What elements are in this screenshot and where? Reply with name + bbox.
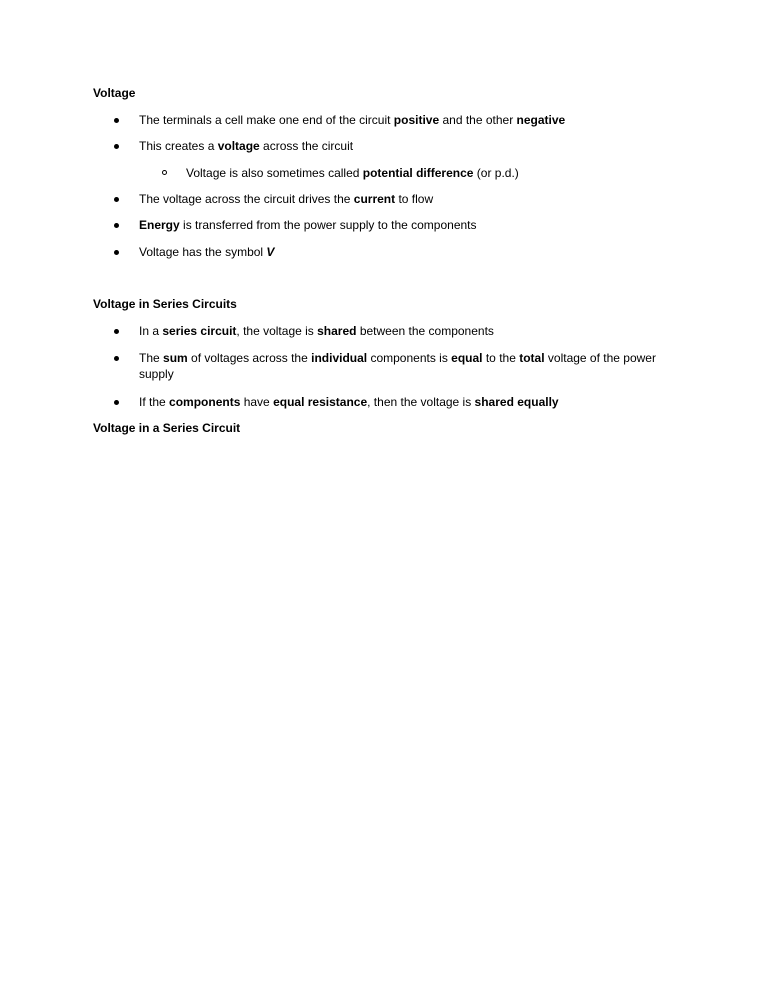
hollow-bullet-icon [162,170,167,175]
text-run: Voltage has the symbol [139,245,267,259]
bullet-icon [114,197,119,202]
bold-keyword: sum [163,351,188,365]
bullet-icon [114,400,119,405]
bullet-icon [114,223,119,228]
text-run: across the circuit [259,139,354,153]
section-heading-series-circuits: Voltage in Series Circuits [93,297,237,311]
bold-keyword: positive [393,113,440,127]
bold-keyword: negative [516,113,566,127]
text-run: have [240,395,274,409]
bold-keyword: equal resistance [273,395,368,409]
text-run: , then the voltage is [367,395,475,409]
bold-keyword [266,245,274,259]
list-item-text [139,191,659,207]
list-item-text [139,217,659,233]
section-heading-voltage: Voltage [93,86,136,100]
text-run: between the components [356,324,494,338]
text-run: and the other [439,113,517,127]
bold-keyword: current [353,192,396,206]
text-run: components is [367,351,452,365]
list-item-text [139,112,659,128]
bold-keyword: shared equally [474,395,559,409]
list-item-text [139,350,659,382]
bold-keyword: potential difference [362,166,474,180]
bold-keyword: Energy [139,218,180,232]
bold-keyword: components [169,395,241,409]
text-run: In a [139,324,163,338]
bullet-icon [114,144,119,149]
text-run: (or p.d.) [473,166,519,180]
bold-keyword: series circuit [162,324,237,338]
bullet-icon [114,250,119,255]
text-run: voltage of the power supply [139,351,656,381]
text-run: If the [139,395,170,409]
list-item-text [139,244,659,260]
text-run: to the [482,351,520,365]
text-run: of voltages across the [187,351,312,365]
text-run: Voltage is also sometimes called [186,166,363,180]
text-run: This creates a [139,139,218,153]
text-run: The terminals a cell make one end of the circuit [139,113,394,127]
list-item-text [139,323,659,339]
sub-list-item-text [186,165,666,181]
bold-keyword: shared [317,324,357,338]
bold-keyword: individual [311,351,368,365]
text-run: The [139,351,164,365]
text-run: is transferred from the power supply to the components [179,218,477,232]
bold-keyword: equal [451,351,483,365]
emphasis-text: V [266,245,275,259]
bold-keyword: voltage [217,139,260,153]
list-item-text [139,138,659,154]
bullet-icon [114,329,119,334]
text-run: , the voltage is [236,324,318,338]
section-heading-series-circuit: Voltage in a Series Circuit [93,421,241,435]
bullet-icon [114,118,119,123]
text-run: to flow [395,192,434,206]
bold-keyword: total [519,351,545,365]
bullet-icon [114,356,119,361]
list-item-text [139,394,659,410]
text-run: The voltage across the circuit drives the [139,192,354,206]
